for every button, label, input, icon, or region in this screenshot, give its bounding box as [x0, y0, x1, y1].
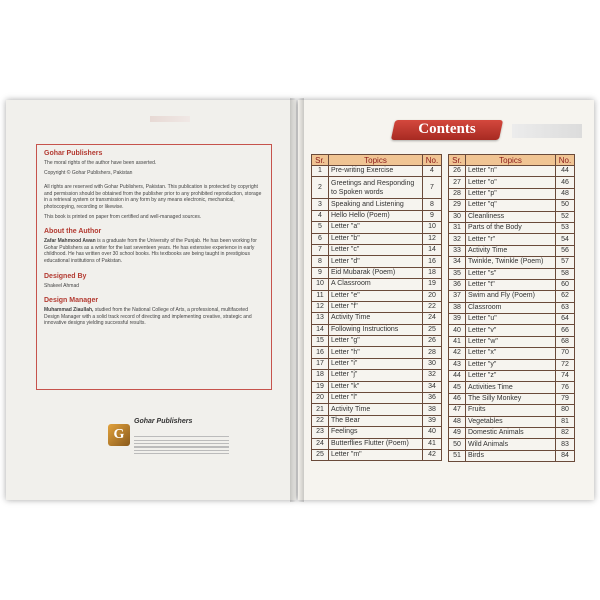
- publisher-logo-name: Gohar Publishers: [134, 418, 193, 425]
- row-topic: Letter "o": [466, 177, 556, 188]
- row-page-number: 46: [556, 177, 575, 188]
- row-topic: Letter "v": [466, 325, 556, 336]
- contents-banner: [393, 118, 501, 142]
- contents-row: [449, 382, 575, 393]
- row-number: 16: [312, 347, 329, 358]
- row-topic: Cleanliness: [466, 211, 556, 222]
- row-page-number: 4: [423, 166, 442, 177]
- contents-row: [312, 347, 442, 358]
- header-sr: Sr.: [312, 155, 329, 166]
- row-page-number: 40: [423, 427, 442, 438]
- row-number: 2: [312, 177, 329, 199]
- contents-row: [449, 222, 575, 233]
- row-topic: Letter "g": [329, 336, 423, 347]
- row-topic: Letter "y": [466, 359, 556, 370]
- contents-row: [312, 210, 442, 221]
- row-topic: Activities Time: [466, 382, 556, 393]
- contents-row: [312, 290, 442, 301]
- row-topic: The Bear: [329, 415, 423, 426]
- row-topic: Vegetables: [466, 416, 556, 427]
- row-number: 39: [449, 314, 466, 325]
- row-number: 24: [312, 438, 329, 449]
- contents-row: [449, 211, 575, 222]
- row-page-number: 8: [423, 199, 442, 210]
- row-page-number: 79: [556, 393, 575, 404]
- contents-title: Contents: [418, 121, 476, 137]
- contents-row: [312, 301, 442, 312]
- about-author-heading: About the Author: [44, 228, 102, 236]
- row-page-number: 53: [556, 222, 575, 233]
- row-number: 47: [449, 405, 466, 416]
- row-number: 29: [449, 200, 466, 211]
- row-topic: A Classroom: [329, 279, 423, 290]
- row-topic: The Silly Monkey: [466, 393, 556, 404]
- row-number: 12: [312, 301, 329, 312]
- designed-by-heading: Designed By: [44, 272, 87, 280]
- row-page-number: 19: [423, 279, 442, 290]
- row-page-number: 36: [423, 393, 442, 404]
- row-page-number: 20: [423, 290, 442, 301]
- row-page-number: 48: [556, 188, 575, 199]
- row-topic: Letter "p": [466, 188, 556, 199]
- row-page-number: 63: [556, 302, 575, 313]
- row-number: 51: [449, 450, 466, 461]
- row-page-number: 60: [556, 279, 575, 290]
- row-number: 31: [449, 222, 466, 233]
- row-page-number: 74: [556, 371, 575, 382]
- header-no: No.: [423, 155, 442, 166]
- contents-row: [449, 177, 575, 188]
- row-topic: Feelings: [329, 427, 423, 438]
- row-topic: Following Instructions: [329, 324, 423, 335]
- publisher-heading: Gohar Publishers: [44, 150, 103, 157]
- row-number: 49: [449, 427, 466, 438]
- header-no: No.: [556, 155, 575, 166]
- row-number: 45: [449, 382, 466, 393]
- row-page-number: 10: [423, 222, 442, 233]
- row-topic: Pre-writing Exercise: [329, 166, 423, 177]
- publisher-address-lines: [134, 434, 229, 456]
- row-page-number: 42: [423, 449, 442, 460]
- row-number: 36: [449, 279, 466, 290]
- row-page-number: 84: [556, 450, 575, 461]
- row-topic: Classroom: [466, 302, 556, 313]
- row-number: 43: [449, 359, 466, 370]
- row-page-number: 22: [423, 301, 442, 312]
- manager-bio: studied from the National College of Arts, a professional, multifaceted Design Manager with a solid track record of directing and implementing creative, strategic and innovative designs yielding successful results.: [44, 307, 252, 327]
- row-page-number: 16: [423, 256, 442, 267]
- author-bio: is a graduate from the University of the Punjab. He has been working for Gohar Publishers as a writer for the last seventeen years. He has extensive experience in early childhood. He has written over 30 school books. His textbooks are being taught in prestigious educational institutions of Pakistan.: [44, 238, 257, 264]
- row-page-number: 66: [556, 325, 575, 336]
- contents-row: [312, 415, 442, 426]
- row-topic: Letter "z": [466, 371, 556, 382]
- row-number: 11: [312, 290, 329, 301]
- moral-rights-line: The moral rights of the author have been asserted.: [44, 160, 157, 166]
- row-number: 5: [312, 222, 329, 233]
- row-topic: Letter "a": [329, 222, 423, 233]
- row-page-number: 52: [556, 211, 575, 222]
- contents-row: [312, 336, 442, 347]
- contents-row: [449, 416, 575, 427]
- row-page-number: 24: [423, 313, 442, 324]
- row-page-number: 44: [556, 166, 575, 177]
- row-number: 32: [449, 234, 466, 245]
- row-page-number: 18: [423, 267, 442, 278]
- row-page-number: 30: [423, 358, 442, 369]
- contents-row: [449, 245, 575, 256]
- header-topics: Topics: [329, 155, 423, 166]
- row-topic: Letter "l": [329, 393, 423, 404]
- row-topic: Twinkle, Twinkle (Poem): [466, 257, 556, 268]
- faint-background-heading: [150, 116, 190, 122]
- row-number: 14: [312, 324, 329, 335]
- author-name: Zafar Mahmood Awan: [44, 238, 96, 245]
- row-topic: Parts of the Body: [466, 222, 556, 233]
- row-topic: Letter "d": [329, 256, 423, 267]
- row-page-number: 34: [423, 381, 442, 392]
- row-number: 7: [312, 244, 329, 255]
- row-page-number: 80: [556, 405, 575, 416]
- row-topic: Birds: [466, 450, 556, 461]
- contents-row: [312, 177, 442, 199]
- row-number: 22: [312, 415, 329, 426]
- row-topic: Letter "c": [329, 244, 423, 255]
- row-page-number: 64: [556, 314, 575, 325]
- row-topic: Domestic Animals: [466, 427, 556, 438]
- row-topic: Activity Time: [466, 245, 556, 256]
- contents-row: [312, 324, 442, 335]
- row-number: 33: [449, 245, 466, 256]
- row-page-number: 72: [556, 359, 575, 370]
- row-topic: Greetings and Responding to Spoken words: [329, 177, 423, 199]
- row-page-number: 68: [556, 336, 575, 347]
- row-number: 3: [312, 199, 329, 210]
- contents-row: [312, 199, 442, 210]
- contents-row: [312, 404, 442, 415]
- row-number: 17: [312, 358, 329, 369]
- contents-row: [449, 325, 575, 336]
- row-number: 19: [312, 381, 329, 392]
- row-topic: Fruits: [466, 405, 556, 416]
- contents-row: [312, 393, 442, 404]
- row-number: 18: [312, 370, 329, 381]
- row-page-number: 7: [423, 177, 442, 199]
- contents-row: [449, 279, 575, 290]
- row-page-number: 81: [556, 416, 575, 427]
- row-number: 9: [312, 267, 329, 278]
- contents-row: [449, 393, 575, 404]
- row-page-number: 25: [423, 324, 442, 335]
- publisher-logo-icon: G: [108, 424, 130, 446]
- row-page-number: 28: [423, 347, 442, 358]
- row-number: 6: [312, 233, 329, 244]
- row-page-number: 57: [556, 257, 575, 268]
- contents-table-left: [311, 154, 442, 461]
- design-manager-heading: Design Manager: [44, 297, 99, 305]
- contents-row: [312, 427, 442, 438]
- contents-row: [449, 188, 575, 199]
- row-page-number: 26: [423, 336, 442, 347]
- imprint-box: [36, 144, 272, 390]
- row-page-number: 39: [423, 415, 442, 426]
- row-number: 30: [449, 211, 466, 222]
- row-number: 10: [312, 279, 329, 290]
- contents-row: [312, 233, 442, 244]
- row-number: 41: [449, 336, 466, 347]
- row-topic: Letter "m": [329, 449, 423, 460]
- contents-row: [312, 244, 442, 255]
- row-number: 4: [312, 210, 329, 221]
- contents-row: [449, 234, 575, 245]
- row-topic: Hello Hello (Poem): [329, 210, 423, 221]
- row-topic: Butterflies Flutter (Poem): [329, 438, 423, 449]
- row-topic: Letter "t": [466, 279, 556, 290]
- row-number: 1: [312, 166, 329, 177]
- row-page-number: 70: [556, 348, 575, 359]
- row-number: 40: [449, 325, 466, 336]
- row-page-number: 12: [423, 233, 442, 244]
- contents-row: [449, 302, 575, 313]
- row-topic: Activity Time: [329, 313, 423, 324]
- row-number: 20: [312, 393, 329, 404]
- paper-source-text: This book is printed on paper from certified and well-managed sources.: [44, 213, 202, 220]
- contents-row: [312, 222, 442, 233]
- row-topic: Letter "j": [329, 370, 423, 381]
- contents-row: [312, 449, 442, 460]
- row-topic: Letter "e": [329, 290, 423, 301]
- copyright-line: Copyright © Gohar Publishers, Pakistan: [44, 169, 133, 176]
- contents-row: [312, 166, 442, 177]
- row-number: 27: [449, 177, 466, 188]
- row-number: 26: [449, 166, 466, 177]
- row-number: 42: [449, 348, 466, 359]
- row-topic: Letter "r": [466, 234, 556, 245]
- row-topic: Letter "b": [329, 233, 423, 244]
- contents-row: [312, 279, 442, 290]
- row-page-number: 76: [556, 382, 575, 393]
- row-page-number: 38: [423, 404, 442, 415]
- row-topic: Swim and Fly (Poem): [466, 291, 556, 302]
- publisher-logo-block: [108, 410, 258, 466]
- row-number: 13: [312, 313, 329, 324]
- contents-row: [312, 256, 442, 267]
- author-bio-paragraph: [44, 238, 264, 264]
- manager-name: Muhammad Ziaullah,: [44, 307, 94, 314]
- contents-row: [449, 405, 575, 416]
- contents-row: [449, 371, 575, 382]
- row-topic: Letter "x": [466, 348, 556, 359]
- contents-row: [312, 370, 442, 381]
- row-topic: Letter "u": [466, 314, 556, 325]
- contents-row: [312, 438, 442, 449]
- row-page-number: 83: [556, 439, 575, 450]
- book-gutter: [290, 98, 304, 502]
- row-number: 34: [449, 257, 466, 268]
- row-topic: Letter "q": [466, 200, 556, 211]
- row-number: 46: [449, 393, 466, 404]
- contents-row: [449, 200, 575, 211]
- contents-row: [312, 381, 442, 392]
- row-page-number: 9: [423, 210, 442, 221]
- row-topic: Letter "k": [329, 381, 423, 392]
- row-topic: Letter "h": [329, 347, 423, 358]
- contents-row: [312, 313, 442, 324]
- row-topic: Wild Animals: [466, 439, 556, 450]
- row-page-number: 14: [423, 244, 442, 255]
- decorative-strip: [512, 124, 582, 138]
- row-topic: Letter "f": [329, 301, 423, 312]
- row-topic: Letter "w": [466, 336, 556, 347]
- rights-reserved-text: All rights are reserved with Gohar Publishers, Pakistan. This publication is protected by copyright and permission should be obtained from the publisher prior to any prohibited reproduction, storage in a retrieval system or transmission in any form by any means electronic, mechanical, photocopying, recording or likewise.: [44, 184, 262, 210]
- row-page-number: 54: [556, 234, 575, 245]
- row-number: 28: [449, 188, 466, 199]
- row-number: 50: [449, 439, 466, 450]
- row-page-number: 32: [423, 370, 442, 381]
- row-number: 25: [312, 449, 329, 460]
- row-number: 35: [449, 268, 466, 279]
- contents-row: [449, 314, 575, 325]
- contents-row: [449, 336, 575, 347]
- contents-row: [312, 267, 442, 278]
- contents-row: [449, 268, 575, 279]
- contents-row: [449, 291, 575, 302]
- contents-row: [449, 348, 575, 359]
- row-number: 44: [449, 371, 466, 382]
- contents-row: [449, 166, 575, 177]
- row-page-number: 56: [556, 245, 575, 256]
- manager-paragraph: [44, 307, 264, 327]
- designer-name: Shakeel Ahmad: [44, 282, 80, 289]
- contents-table-right: [448, 154, 575, 462]
- row-number: 8: [312, 256, 329, 267]
- row-page-number: 62: [556, 291, 575, 302]
- header-topics: Topics: [466, 155, 556, 166]
- contents-row: [449, 257, 575, 268]
- row-topic: Eid Mubarak (Poem): [329, 267, 423, 278]
- row-number: 15: [312, 336, 329, 347]
- row-number: 21: [312, 404, 329, 415]
- contents-row: [449, 439, 575, 450]
- row-topic: Letter "n": [466, 166, 556, 177]
- row-number: 38: [449, 302, 466, 313]
- contents-row: [449, 450, 575, 461]
- row-topic: Letter "i": [329, 358, 423, 369]
- row-page-number: 41: [423, 438, 442, 449]
- row-number: 48: [449, 416, 466, 427]
- row-page-number: 58: [556, 268, 575, 279]
- contents-row: [449, 359, 575, 370]
- row-topic: Activity Time: [329, 404, 423, 415]
- row-number: 23: [312, 427, 329, 438]
- row-page-number: 82: [556, 427, 575, 438]
- row-number: 37: [449, 291, 466, 302]
- header-sr: Sr.: [449, 155, 466, 166]
- contents-row: [312, 358, 442, 369]
- row-topic: Letter "s": [466, 268, 556, 279]
- row-page-number: 50: [556, 200, 575, 211]
- row-topic: Speaking and Listening: [329, 199, 423, 210]
- contents-row: [449, 427, 575, 438]
